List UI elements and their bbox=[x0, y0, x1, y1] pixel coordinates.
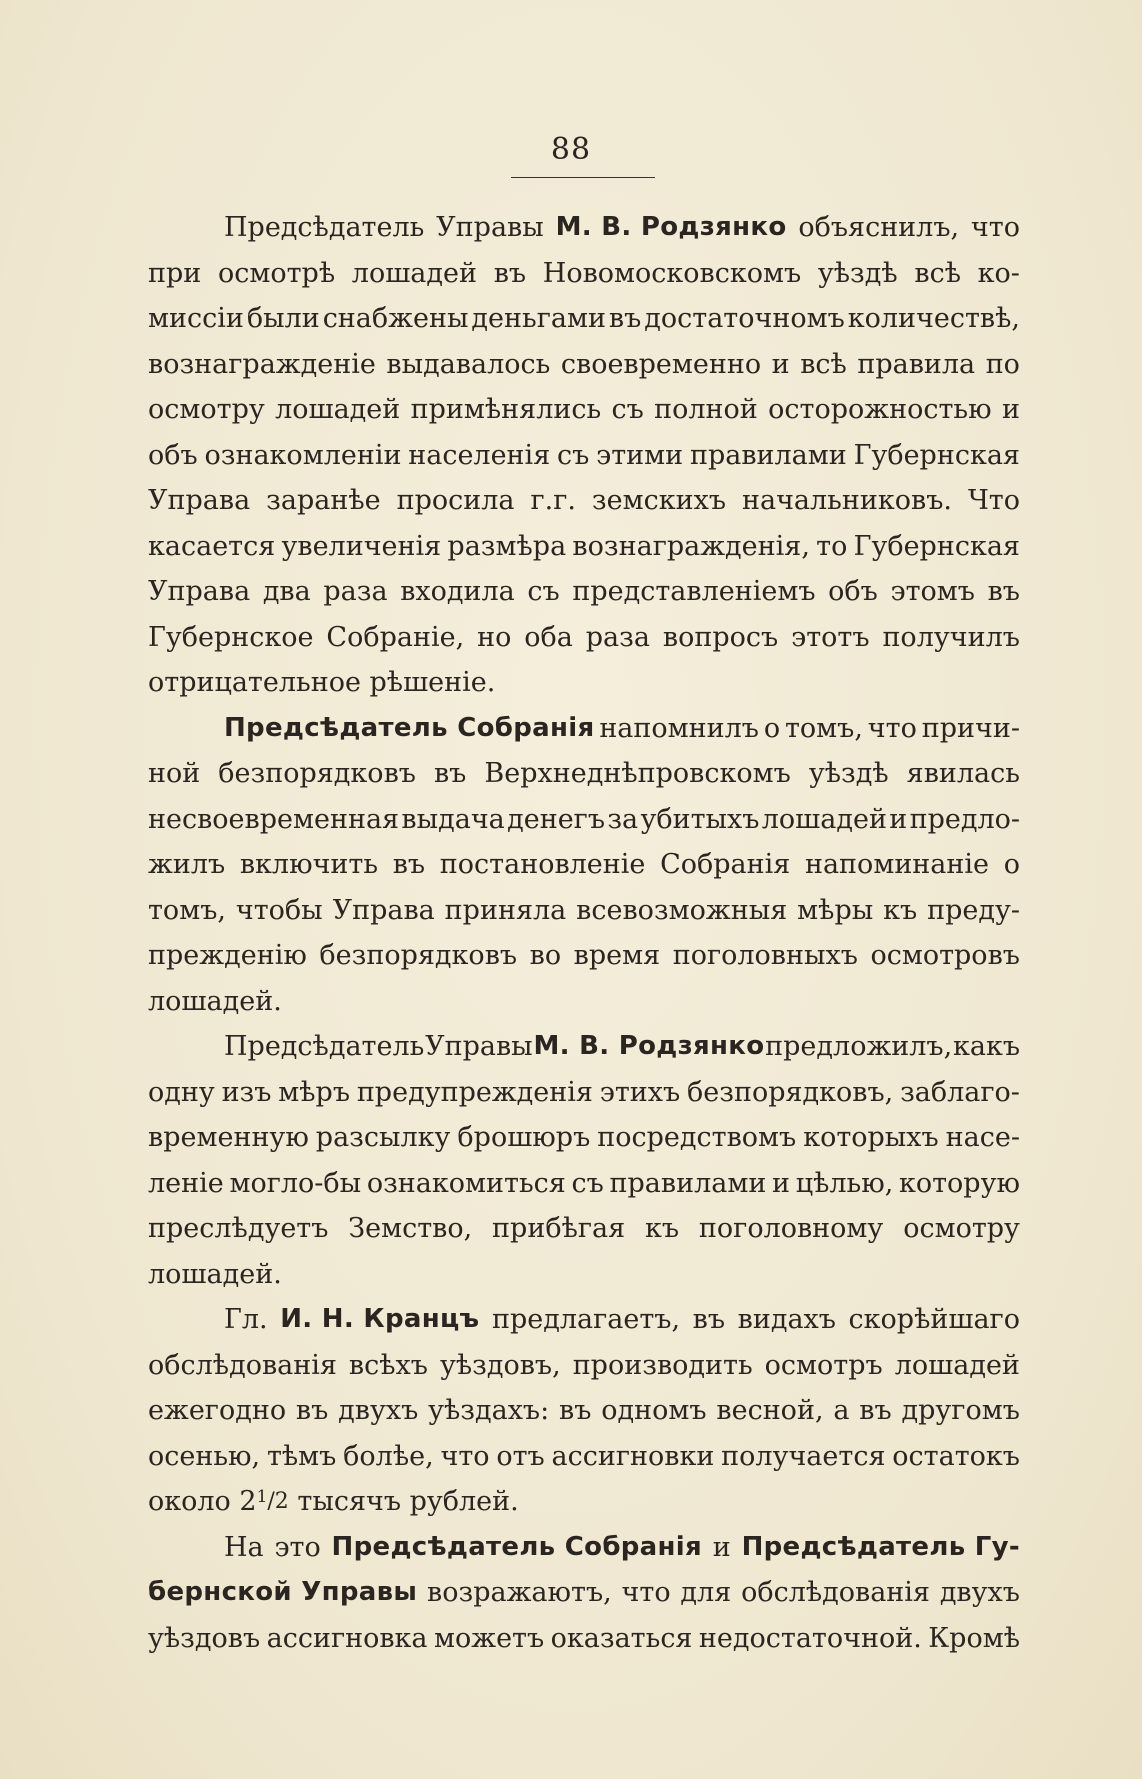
text-line bbox=[148, 387, 1020, 433]
word: уѣздовъ, bbox=[439, 1349, 561, 1381]
word: преслѣдуетъ bbox=[148, 1213, 329, 1244]
text-line bbox=[148, 1388, 1020, 1434]
word: просила bbox=[396, 485, 515, 516]
word: полной bbox=[654, 394, 758, 425]
text-line bbox=[148, 751, 1020, 797]
word: время bbox=[573, 940, 661, 971]
word: Управа bbox=[148, 576, 251, 607]
bold-name: Предсѣдатель Собранія bbox=[331, 1531, 702, 1562]
bold-name: Предсѣдатель Гу- bbox=[741, 1531, 1020, 1562]
word: съ bbox=[527, 576, 560, 607]
word: этомъ bbox=[890, 576, 975, 607]
word: которыхъ bbox=[803, 1122, 939, 1153]
word: въ bbox=[295, 1395, 329, 1426]
word: лошадей bbox=[275, 394, 401, 425]
word: правилами bbox=[609, 1167, 767, 1199]
word: размѣра bbox=[447, 530, 567, 562]
text-line bbox=[148, 1434, 1020, 1480]
word: Губернская bbox=[853, 530, 1020, 562]
word: всевозможныя bbox=[576, 894, 788, 926]
word: лошадей. bbox=[148, 1258, 282, 1290]
word: осторожностью bbox=[768, 394, 992, 425]
word: денегъ bbox=[507, 803, 605, 835]
word: и bbox=[772, 1167, 791, 1199]
word: явилась bbox=[906, 758, 1020, 789]
word: Земство, bbox=[348, 1213, 473, 1244]
word: леніе bbox=[148, 1167, 224, 1199]
word: населенія bbox=[408, 439, 551, 471]
word: раза bbox=[323, 576, 388, 607]
word: два bbox=[262, 576, 311, 607]
word: всѣ bbox=[800, 348, 847, 380]
word: о bbox=[763, 712, 781, 744]
word: лошадей bbox=[351, 257, 478, 289]
word: въ bbox=[433, 758, 467, 789]
word: которую bbox=[898, 1167, 1020, 1199]
word: можетъ bbox=[433, 1622, 545, 1654]
text-line bbox=[148, 296, 1020, 342]
word: для bbox=[680, 1577, 732, 1608]
word: объ bbox=[828, 576, 878, 607]
text-line bbox=[148, 524, 1020, 570]
word: въ bbox=[608, 303, 642, 334]
word: съ bbox=[571, 1167, 604, 1199]
text-line bbox=[148, 1525, 1020, 1571]
word: ассигновка bbox=[266, 1622, 428, 1654]
word: ассигновки bbox=[551, 1440, 715, 1472]
word: это bbox=[274, 1531, 321, 1563]
text-line bbox=[148, 1343, 1020, 1389]
word: миссіи bbox=[148, 303, 244, 334]
word: брошюръ bbox=[457, 1122, 591, 1153]
word: одну bbox=[148, 1076, 215, 1108]
text-line bbox=[148, 1479, 1020, 1525]
word: другомъ bbox=[901, 1395, 1020, 1426]
word: Гл. bbox=[224, 1304, 268, 1335]
word: предложилъ, bbox=[765, 1031, 953, 1062]
word: двухъ bbox=[338, 1395, 419, 1426]
word: обслѣдованія bbox=[741, 1577, 930, 1608]
word: Предсѣдатель bbox=[224, 212, 425, 243]
word: вознагражденія, bbox=[572, 530, 810, 562]
word: насе- bbox=[945, 1122, 1020, 1153]
text-line bbox=[148, 1297, 1020, 1343]
word: объ bbox=[148, 439, 198, 471]
word: чтобы bbox=[235, 894, 323, 926]
word: г.г. bbox=[530, 485, 576, 516]
text-line bbox=[148, 1161, 1020, 1207]
text-line bbox=[148, 1252, 1020, 1298]
text-line bbox=[148, 1115, 1020, 1161]
word: отъ bbox=[496, 1440, 545, 1472]
word: безпорядковъ bbox=[218, 758, 416, 789]
word: Управа bbox=[332, 894, 435, 926]
word: въ bbox=[559, 1395, 592, 1426]
word: ежегодно bbox=[148, 1395, 287, 1426]
text-line bbox=[148, 205, 1020, 251]
word: при bbox=[148, 257, 202, 289]
word: получилъ bbox=[882, 621, 1020, 653]
word: На bbox=[224, 1531, 264, 1563]
word: то bbox=[816, 530, 848, 562]
word: вопросъ bbox=[662, 621, 779, 653]
word: начальниковъ. bbox=[741, 485, 952, 516]
word: остатокъ bbox=[892, 1440, 1020, 1472]
word: въ bbox=[859, 1395, 892, 1426]
word: Кромѣ bbox=[928, 1622, 1020, 1654]
word: томъ, bbox=[148, 894, 226, 926]
text-line bbox=[148, 433, 1020, 479]
word: отрицательное рѣшеніе. bbox=[148, 667, 496, 698]
word: Управы bbox=[436, 212, 544, 243]
word: лошадей. bbox=[148, 985, 282, 1017]
word: весной, bbox=[716, 1395, 824, 1426]
word: съ bbox=[611, 394, 644, 425]
word: о bbox=[1003, 849, 1020, 880]
word: лошадей bbox=[761, 803, 887, 835]
word: уѣздахъ: bbox=[428, 1395, 550, 1426]
word: изъ bbox=[221, 1076, 272, 1108]
word: убитыхъ bbox=[640, 803, 760, 835]
header-rule bbox=[511, 177, 655, 178]
word: этотъ bbox=[791, 621, 870, 653]
text-line bbox=[148, 615, 1020, 661]
word: возражаютъ, bbox=[427, 1577, 612, 1608]
word: двухъ bbox=[939, 1577, 1020, 1608]
word: осмотру bbox=[903, 1213, 1020, 1244]
word: поголовныхъ bbox=[672, 940, 858, 971]
word: приняла bbox=[444, 894, 567, 926]
word: вознагражденіе bbox=[148, 348, 376, 380]
word: къ bbox=[645, 1213, 680, 1244]
word: были bbox=[246, 303, 320, 334]
word: достаточномъ bbox=[644, 303, 845, 334]
word: входила bbox=[400, 576, 515, 607]
word: оба bbox=[524, 621, 573, 653]
word: касается bbox=[148, 530, 276, 562]
text-line bbox=[148, 842, 1020, 888]
word: Что bbox=[967, 485, 1020, 516]
word: раза bbox=[585, 621, 650, 653]
word: разсылку bbox=[315, 1122, 451, 1153]
word: мѣръ bbox=[278, 1076, 351, 1108]
word: въ bbox=[987, 576, 1020, 607]
word: тысячъ рублей. bbox=[288, 1486, 519, 1517]
text-line bbox=[148, 706, 1020, 752]
word: съ bbox=[557, 439, 590, 471]
text-line bbox=[148, 660, 1020, 706]
fraction: /2 bbox=[267, 1489, 289, 1514]
word: и bbox=[712, 1531, 731, 1563]
word: примѣнялись bbox=[410, 394, 602, 425]
word: Верхнеднѣпровскомъ bbox=[484, 758, 791, 789]
word: во bbox=[529, 940, 562, 971]
word: къ bbox=[883, 894, 918, 926]
word: Губернское bbox=[148, 621, 314, 653]
word: по bbox=[985, 348, 1020, 380]
word: осенью, bbox=[148, 1440, 261, 1472]
word: правила bbox=[857, 348, 976, 380]
word: включить bbox=[239, 849, 379, 880]
word: предупрежденія bbox=[356, 1076, 593, 1108]
word: получается bbox=[721, 1440, 886, 1472]
word: цѣлью, bbox=[795, 1167, 894, 1199]
bold-name: бернской Управы bbox=[148, 1577, 418, 1607]
word: несвоевременная bbox=[148, 803, 400, 835]
word: безпорядковъ, bbox=[687, 1076, 894, 1108]
word: предлагаетъ, bbox=[491, 1304, 681, 1335]
word: напомнилъ bbox=[599, 712, 759, 744]
bold-name: Предсѣдатель Собранія bbox=[224, 712, 595, 743]
word: посредствомъ bbox=[597, 1122, 797, 1153]
word: скорѣйшаго bbox=[848, 1304, 1020, 1335]
word: количествѣ, bbox=[847, 303, 1020, 334]
word: этими bbox=[596, 439, 684, 471]
word: ко- bbox=[977, 257, 1020, 289]
word: Собранія bbox=[660, 849, 791, 880]
word: что bbox=[867, 712, 917, 744]
word: обслѣдованія bbox=[148, 1349, 337, 1381]
page-number: 88 bbox=[550, 132, 592, 167]
word: за bbox=[607, 803, 639, 835]
word: прибѣгая bbox=[492, 1213, 626, 1244]
word: что bbox=[621, 1577, 671, 1608]
text-line bbox=[148, 251, 1020, 297]
word: Управы bbox=[425, 1031, 533, 1062]
word: безпорядковъ bbox=[319, 940, 518, 971]
word: предло- bbox=[909, 803, 1020, 835]
superscript: 1 bbox=[256, 1487, 268, 1507]
bold-name: М. В. Родзянко bbox=[533, 1031, 765, 1061]
word: постановленіе bbox=[439, 849, 646, 880]
word: поголовному bbox=[698, 1213, 884, 1244]
word: всѣхъ bbox=[348, 1349, 428, 1381]
text-line bbox=[148, 979, 1020, 1025]
word: причи- bbox=[921, 712, 1020, 744]
word: болѣе, bbox=[343, 1440, 434, 1472]
word: заранѣе bbox=[266, 485, 381, 516]
word: объяснилъ, bbox=[798, 212, 960, 243]
word: преду- bbox=[927, 894, 1020, 926]
word: деньгами bbox=[471, 303, 606, 334]
word: уѣздѣ bbox=[808, 758, 889, 789]
word: ознакомленіи bbox=[204, 439, 402, 471]
word: Предсѣдатель bbox=[224, 1031, 425, 1062]
word: что bbox=[970, 212, 1020, 243]
word: томъ, bbox=[784, 712, 863, 744]
word: жилъ bbox=[148, 849, 226, 880]
text-line bbox=[148, 1070, 1020, 1116]
text-line bbox=[148, 478, 1020, 524]
word: своевременно bbox=[560, 348, 762, 380]
body-text bbox=[148, 205, 1020, 1661]
word: ной bbox=[148, 758, 201, 789]
word: осмотрѣ bbox=[217, 257, 336, 289]
word: производить bbox=[572, 1349, 753, 1381]
text-line bbox=[148, 1570, 1020, 1616]
word: снабжены bbox=[322, 303, 469, 334]
word: выдача bbox=[401, 803, 505, 835]
word: временную bbox=[148, 1122, 309, 1153]
word: и bbox=[889, 803, 908, 835]
word: уѣздѣ bbox=[817, 257, 898, 289]
bold-name: М. В. Родзянко bbox=[555, 212, 787, 242]
word: осмотръ bbox=[764, 1349, 883, 1381]
word: уѣздовъ bbox=[148, 1622, 261, 1654]
text-line bbox=[148, 1206, 1020, 1252]
word: что bbox=[440, 1440, 490, 1472]
word: въ bbox=[392, 849, 426, 880]
word: Собраніе, bbox=[326, 621, 465, 653]
word: осмотровъ bbox=[870, 940, 1020, 971]
word: напоминаніе bbox=[804, 849, 990, 880]
word: тѣмъ bbox=[266, 1440, 337, 1472]
text-line bbox=[148, 797, 1020, 843]
text-line bbox=[148, 1024, 1020, 1070]
word: какъ bbox=[952, 1031, 1020, 1062]
word: одномъ bbox=[601, 1395, 707, 1426]
word: и bbox=[771, 348, 790, 380]
word: мѣры bbox=[797, 894, 874, 926]
word: недостаточной. bbox=[698, 1622, 922, 1654]
word: осмотру bbox=[148, 394, 265, 425]
word: около 2 bbox=[148, 1486, 257, 1517]
word: но bbox=[477, 621, 512, 653]
word: и bbox=[1001, 394, 1020, 425]
word: всѣ bbox=[914, 257, 961, 289]
word: увеличенія bbox=[281, 530, 442, 562]
text-line bbox=[148, 569, 1020, 615]
word: правилами bbox=[689, 439, 847, 471]
text-line bbox=[148, 888, 1020, 934]
word: а bbox=[833, 1395, 850, 1426]
bold-name: И. Н. Кранцъ bbox=[280, 1304, 480, 1334]
word: Управа bbox=[148, 485, 251, 516]
text-line bbox=[148, 1616, 1020, 1662]
word: заблаго- bbox=[900, 1076, 1020, 1108]
text-line bbox=[148, 342, 1020, 388]
word: ознакомиться bbox=[366, 1167, 566, 1199]
word: Губернская bbox=[853, 439, 1020, 471]
word: видахъ bbox=[737, 1304, 836, 1335]
word: выдавалось bbox=[386, 348, 551, 380]
word: представленіемъ bbox=[572, 576, 816, 607]
word: прежденію bbox=[148, 940, 307, 971]
word: въ bbox=[493, 257, 527, 289]
text-line bbox=[148, 933, 1020, 979]
word: оказаться bbox=[550, 1622, 693, 1654]
word: могло-бы bbox=[229, 1167, 362, 1199]
word: Новомосковскомъ bbox=[542, 257, 802, 289]
word: этихъ bbox=[599, 1076, 681, 1108]
word: земскихъ bbox=[591, 485, 727, 516]
word: лошадей bbox=[894, 1349, 1020, 1381]
word: въ bbox=[692, 1304, 726, 1335]
